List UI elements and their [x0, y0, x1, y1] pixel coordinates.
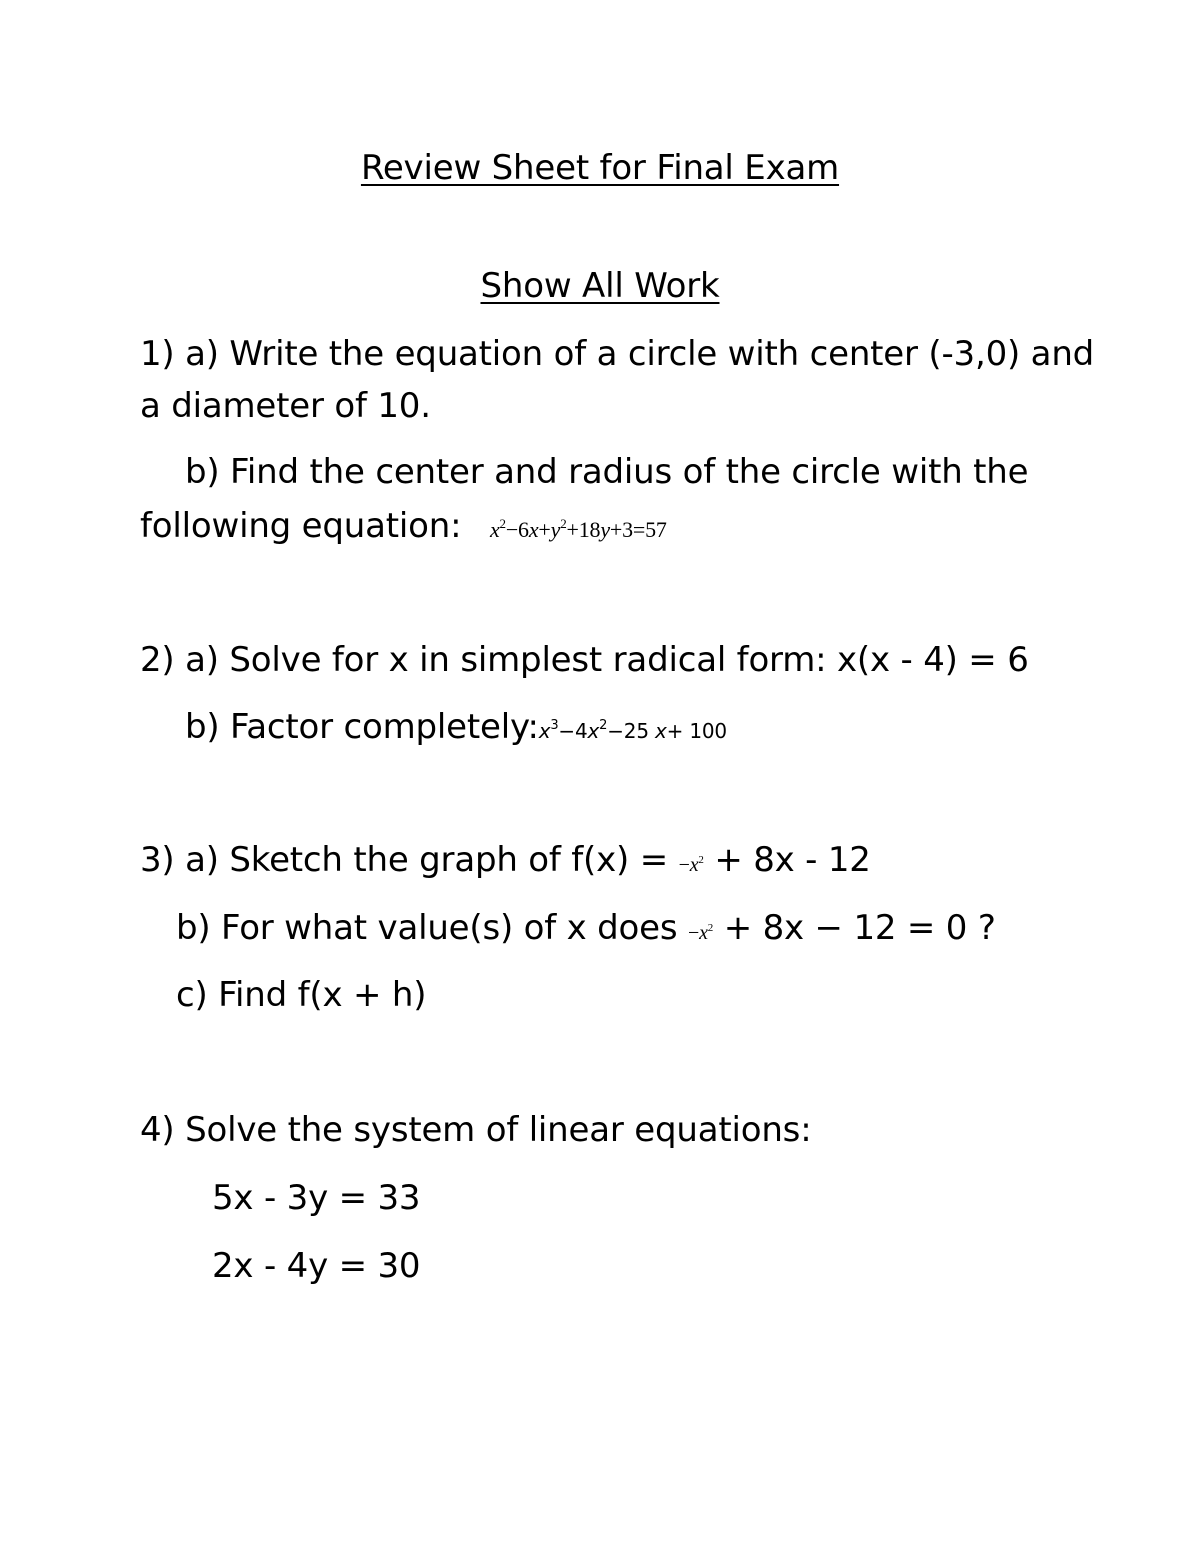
question-3b-suffix: + 8x − 12 = 0 ?: [723, 908, 996, 948]
question-3a-suffix: + 8x - 12: [714, 840, 871, 880]
question-1a-line1: 1) a) Write the equation of a circle with center (-3,0) and: [140, 334, 1095, 374]
question-1b-line1: b) Find the center and radius of the circle with the: [185, 452, 1029, 492]
question-1b-line2: [140, 504, 667, 550]
circle-equation: $x^2-6x+y^2+18y+3=57$: [489, 516, 667, 542]
system-equation-1: 5x - 3y = 33: [212, 1178, 421, 1218]
question-3b: [176, 908, 996, 953]
question-2b-label: b) Factor completely:: [185, 707, 539, 747]
polynomial-expression: $x^3-4x^2-25$ x+ 100: [538, 718, 727, 743]
negative-x-squared: $-x^2$: [687, 922, 714, 944]
page-title: Review Sheet for Final Exam: [360, 148, 840, 188]
question-2a: 2) a) Solve for x in simplest radical form: x(x - 4) = 6: [140, 640, 1029, 680]
negative-x-squared: $-x^2$: [678, 854, 704, 876]
question-3b-prefix: b) For what value(s) of x does: [176, 908, 678, 948]
question-3a-prefix: 3) a) Sketch the graph of f(x) =: [140, 840, 669, 880]
question-1a-line2: a diameter of 10.: [140, 386, 431, 426]
question-3c: c) Find f(x + h): [176, 975, 427, 1015]
system-equation-2: 2x - 4y = 30: [212, 1246, 421, 1286]
question-3a: [140, 840, 871, 885]
question-4-prompt: 4) Solve the system of linear equations:: [140, 1110, 812, 1150]
question-2b: [185, 706, 727, 751]
page-subtitle: Show All Work: [480, 266, 720, 306]
question-1b-label: following equation:: [140, 506, 462, 546]
